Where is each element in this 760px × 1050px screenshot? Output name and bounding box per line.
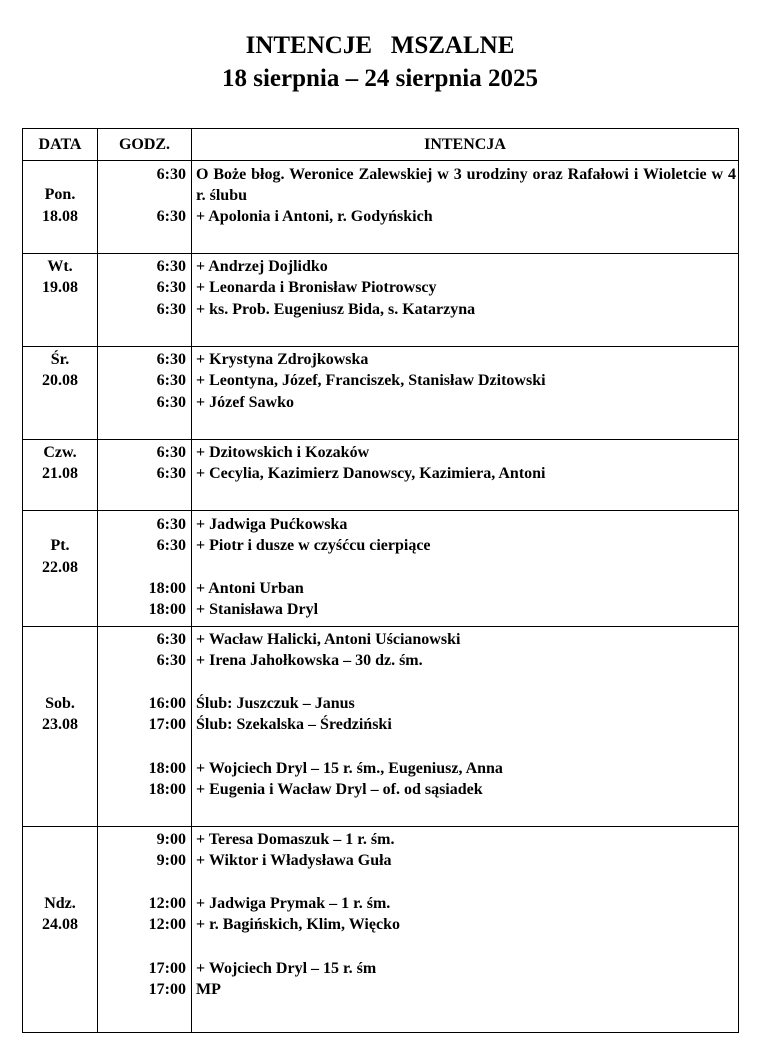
row-divider <box>23 826 738 827</box>
mass-time: 9:00 <box>156 831 186 848</box>
mass-time: 6:30 <box>156 279 186 296</box>
mass-intention: + Stanisława Dryl <box>196 601 319 618</box>
mass-time: 6:30 <box>156 208 186 225</box>
mass-intention: + Wojciech Dryl – 15 r. śm <box>196 960 377 977</box>
mass-intention: + Leontyna, Józef, Franciszek, Stanisław Dzitowski <box>196 372 546 389</box>
day-date: 22.08 <box>42 559 78 576</box>
mass-time: 6:30 <box>156 351 186 368</box>
mass-time: 18:00 <box>148 601 186 618</box>
day-date: 24.08 <box>42 916 78 933</box>
mass-time: 18:00 <box>148 760 186 777</box>
mass-time: 6:30 <box>156 537 186 554</box>
mass-intention: + Wacław Halicki, Antoni Uścianowski <box>196 631 461 648</box>
mass-time: 12:00 <box>148 895 186 912</box>
mass-time: 6:30 <box>156 516 186 533</box>
intentions-table <box>22 128 739 1033</box>
mass-intention: + Irena Jahołkowska – 30 dz. śm. <box>196 652 423 669</box>
row-divider <box>23 510 738 511</box>
mass-time: 6:30 <box>156 166 186 183</box>
day-date: 20.08 <box>42 372 78 389</box>
mass-intention: + ks. Prob. Eugeniusz Bida, s. Katarzyna <box>196 301 476 318</box>
column-header-date: DATA <box>38 136 82 153</box>
column-header-time: GODZ. <box>118 136 171 153</box>
day-name: Czw. <box>43 444 77 461</box>
column-divider <box>191 129 192 1032</box>
mass-intention: + Józef Sawko <box>196 394 294 411</box>
mass-time: 6:30 <box>156 394 186 411</box>
day-name: Śr. <box>50 351 70 368</box>
mass-time: 6:30 <box>156 631 186 648</box>
mass-intention: Ślub: Szekalska – Średziński <box>196 716 392 733</box>
mass-time: 17:00 <box>148 716 186 733</box>
mass-intention: + Leonarda i Bronisław Piotrowscy <box>196 279 437 296</box>
row-divider <box>23 253 738 254</box>
mass-intention: + Jadwiga Prymak – 1 r. śm. <box>196 895 391 912</box>
mass-intention: + Krystyna Zdrojkowska <box>196 351 369 368</box>
mass-time: 6:30 <box>156 301 186 318</box>
mass-intention: + Cecylia, Kazimierz Danowscy, Kazimiera, Antoni <box>196 465 546 482</box>
mass-time: 6:30 <box>156 465 186 482</box>
document-title: INTENCJE MSZALNE <box>245 32 515 59</box>
day-name: Wt. <box>47 258 73 275</box>
mass-intention: + Wojciech Dryl – 15 r. śm., Eugeniusz, Anna <box>196 760 503 777</box>
mass-time: 6:30 <box>156 258 186 275</box>
mass-time: 16:00 <box>148 695 186 712</box>
mass-time: 6:30 <box>156 372 186 389</box>
column-header-intention: INTENCJA <box>424 136 506 153</box>
mass-intention: + r. Bagińskich, Klim, Więcko <box>196 916 400 933</box>
mass-intention: O Boże błog. Weronice Zalewskiej w 3 urodziny oraz Rafałowi i Wioletcie w 4 r. ślubu <box>196 166 736 204</box>
mass-time: 17:00 <box>148 981 186 998</box>
day-name: Pon. <box>44 186 76 203</box>
mass-time: 18:00 <box>148 781 186 798</box>
mass-intention: + Apolonia i Antoni, r. Godyńskich <box>196 208 433 225</box>
mass-intention: + Antoni Urban <box>196 580 304 597</box>
row-divider <box>23 346 738 347</box>
row-divider <box>23 160 738 161</box>
mass-time: 12:00 <box>148 916 186 933</box>
mass-time: 18:00 <box>148 580 186 597</box>
mass-intention: + Teresa Domaszuk – 1 r. śm. <box>196 831 395 848</box>
mass-intention: + Eugenia i Wacław Dryl – of. od sąsiadek <box>196 781 483 798</box>
day-date: 21.08 <box>42 465 78 482</box>
mass-intention: + Dzitowskich i Kozaków <box>196 444 370 461</box>
mass-time: 6:30 <box>156 444 186 461</box>
day-name: Sob. <box>45 695 75 712</box>
mass-intention: Ślub: Juszczuk – Janus <box>196 695 355 712</box>
mass-intention: + Wiktor i Władysława Guła <box>196 852 392 869</box>
mass-time: 9:00 <box>156 852 186 869</box>
day-name: Ndz. <box>44 895 76 912</box>
mass-intention: + Jadwiga Pućkowska <box>196 516 348 533</box>
document-subtitle: 18 sierpnia – 24 sierpnia 2025 <box>222 65 538 92</box>
day-date: 18.08 <box>42 208 78 225</box>
mass-time: 17:00 <box>148 960 186 977</box>
mass-intention: + Andrzej Dojlidko <box>196 258 328 275</box>
row-divider <box>23 439 738 440</box>
day-date: 23.08 <box>42 716 78 733</box>
day-name: Pt. <box>50 537 70 554</box>
mass-intention: + Piotr i dusze w czyśćcu cierpiące <box>196 537 431 554</box>
mass-time: 6:30 <box>156 652 186 669</box>
mass-intention: MP <box>196 981 221 998</box>
day-date: 19.08 <box>42 279 78 296</box>
row-divider <box>23 626 738 627</box>
